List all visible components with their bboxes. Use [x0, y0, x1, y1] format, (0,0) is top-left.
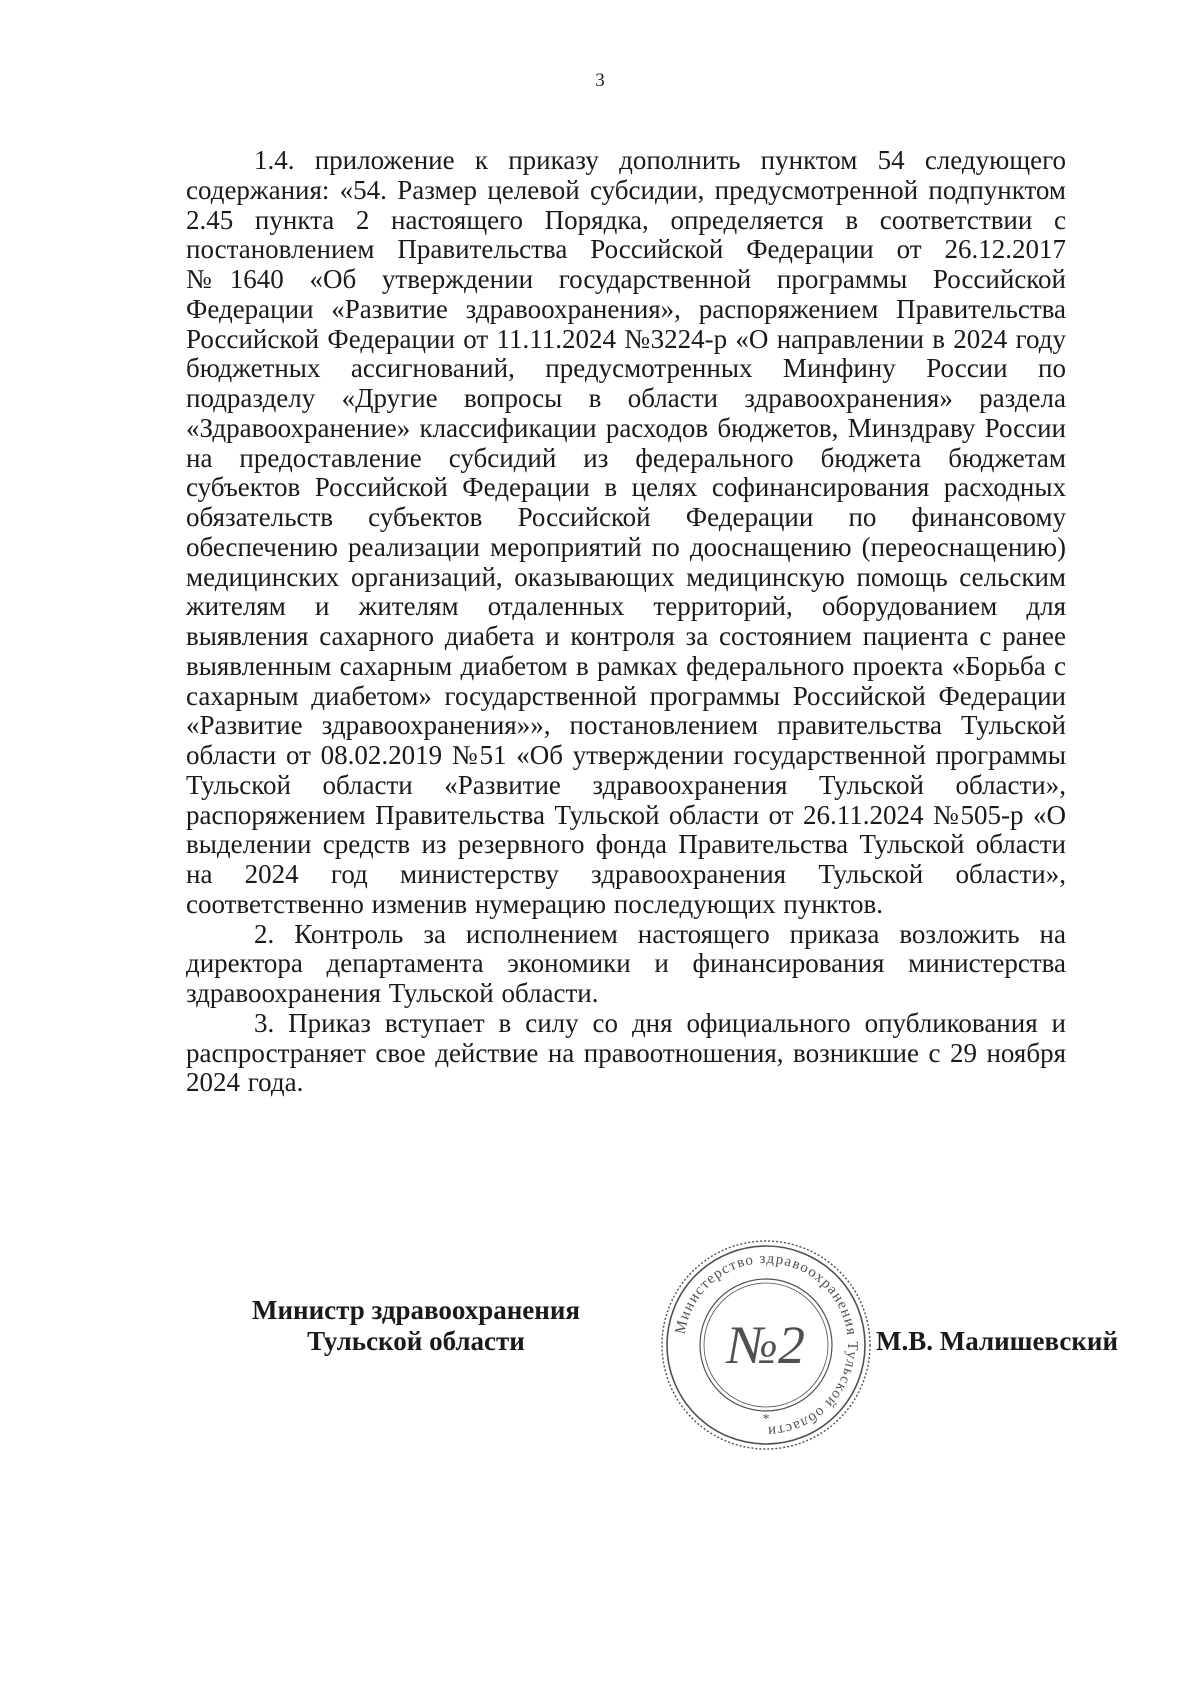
page-number: 3: [595, 70, 605, 91]
seal-outer-text: Министерство здравоохранения Тульской области: [672, 1250, 861, 1440]
signer-title: [186, 1295, 646, 1357]
official-seal-stamp: [656, 1235, 876, 1455]
signer-title-line-2: Тульской области: [307, 1326, 525, 1356]
signer-title-line-1: Министр здравоохранения: [251, 1295, 581, 1325]
paragraph-item-3: 3. Приказ вступает в силу со дня официального опубликования и распространяет свое действие на правоотношения, возникшие с 29 ноября 2024 года.: [186, 1007, 1066, 1098]
paragraph-item-2: 2. Контроль за исполнением настоящего приказа возложить на директора департамента экономики и финансирования министерства здравоохранения Тульской области.: [186, 918, 1066, 1008]
seal-center-number: №2: [727, 1315, 805, 1375]
signer-name: М.В. Малишевский: [876, 1326, 1119, 1356]
paragraph-item-1-4: 1.4. приложение к приказу дополнить пунктом 54 следующего содержания: «54. Размер целевой субсидии, предусмотренной подпунктом 2.45 пункта 2 настоящего Порядка, определяется в соответствии с постановлением Правительства Российской Федерации от 26.12.2017 №1640 «Об утверждении государственной программы Российской Федерации «Развитие здравоохранения», распоряжением Правительства Российской Федерации от 11.11.2024 №3224-р «О направлении в 2024 году бюджетных ассигнований, предусмотренных Минфину России по подразделу «Другие вопросы в области здравоохранения» раздела «Здравоохранение» классификации расходов бюджетов, Минздраву России на предоставление субсидий из федерального бюджета бюджетам субъектов Российской Федерации в целях софинансирования расходных обязательств субъектов Российской Федерации по финансовому обеспечению реализации мероприятий по дооснащению (переоснащению) медицинских организаций, оказывающих медицинскую помощь сельским жителям и жителям отдаленных территорий, оборудованием для выявления сахарного диабета и контроля за состоянием пациента с ранее выявленным сахарным диабетом в рамках федерального проекта «Борьба с сахарным диабетом» государственной программы Российской Федерации «Развитие здравоохранения»», постановлением правительства Тульской области от 08.02.2019 №51 «Об утверждении государственной программы Тульской области «Развитие здравоохранения Тульской области», распоряжением Правительства Тульской области от 26.11.2024 №505-р «О выделении средств из резервного фонда Правительства Тульской области на 2024 год министерству здравоохранения Тульской области», соответственно изменив нумерацию последующих пунктов.: [186, 145, 1066, 919]
signature-block: [186, 1250, 1119, 1495]
seal-star-icon: *: [762, 1412, 770, 1427]
document-body: [186, 146, 1066, 1098]
